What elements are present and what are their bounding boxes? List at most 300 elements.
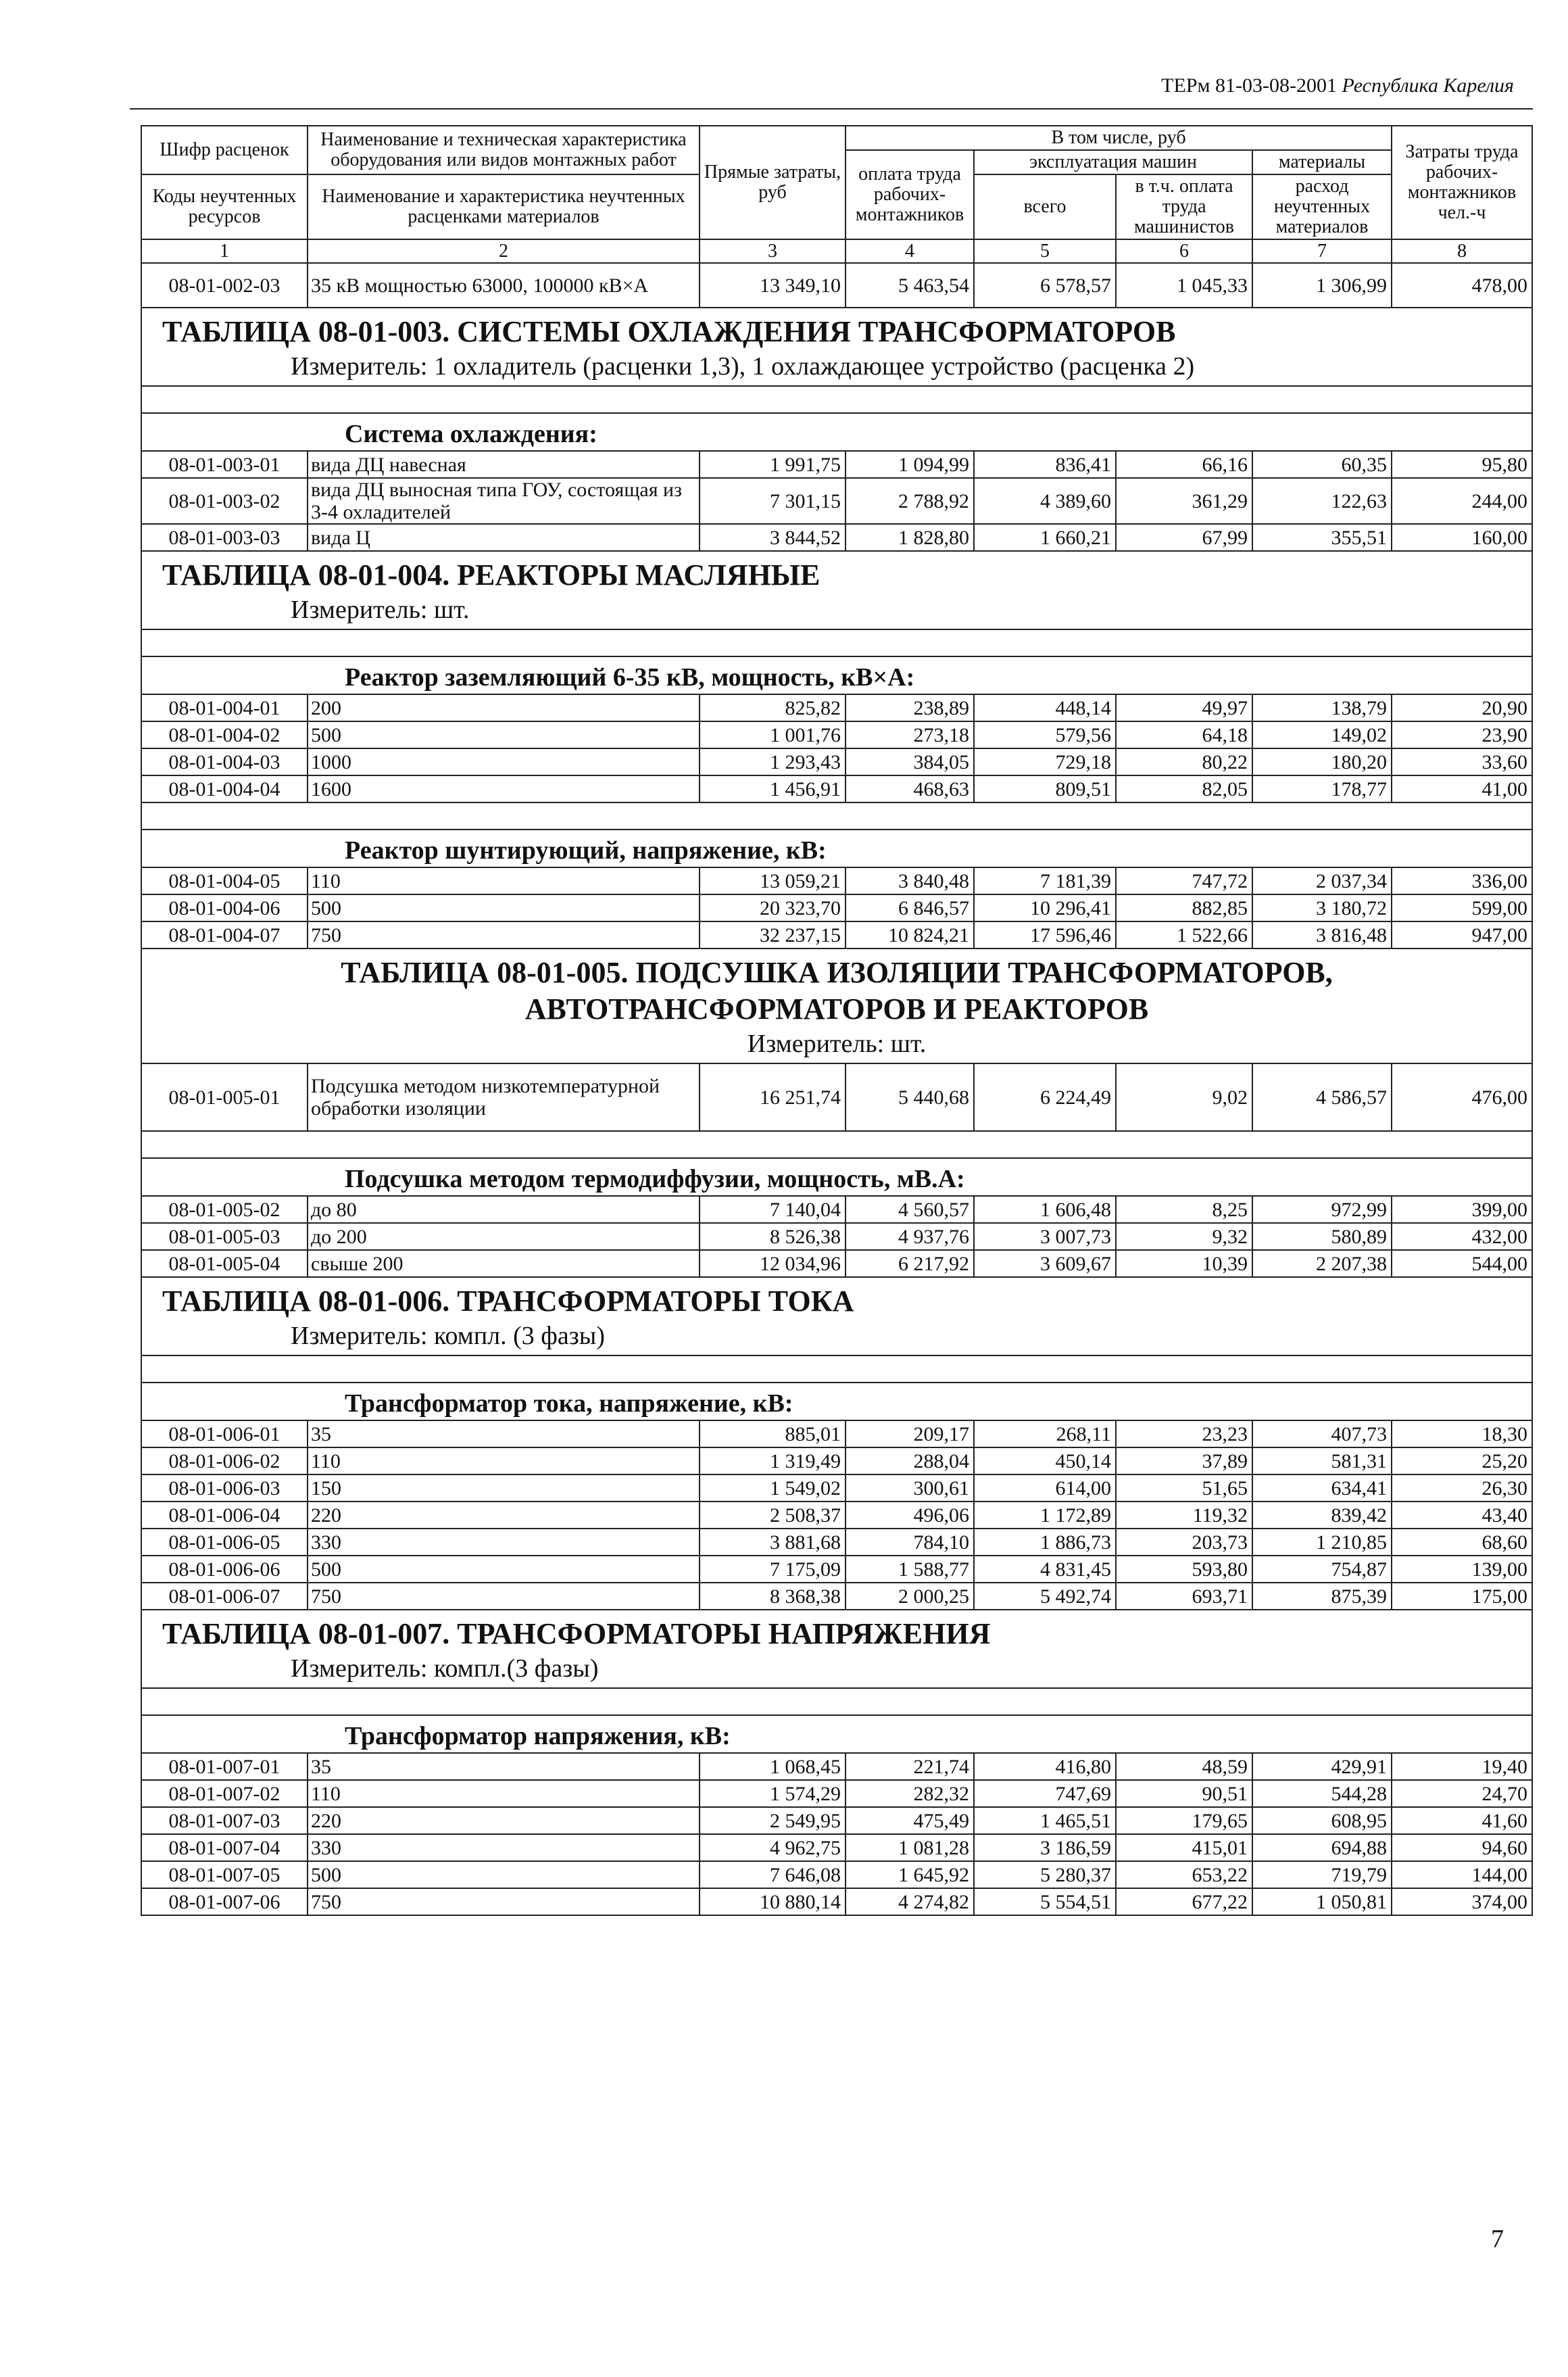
section-measure: Измеритель: шт. xyxy=(747,1030,927,1058)
section-title: ТАБЛИЦА 08-01-007. ТРАНСФОРМАТОРЫ НАПРЯЖЕНИЯ xyxy=(162,1617,991,1650)
blank-cell xyxy=(141,802,1532,830)
value-cell: 432,00 xyxy=(1392,1223,1532,1250)
section-header xyxy=(141,1277,1532,1355)
blank-cell xyxy=(141,1131,1532,1158)
value-cell: 49,97 xyxy=(1116,694,1252,721)
work-name: 35 xyxy=(308,1753,700,1780)
value-cell: 2 788,92 xyxy=(846,478,974,524)
section-header xyxy=(141,949,1532,1063)
col-wages-header: оплата труда рабочих-монтажников xyxy=(846,150,974,239)
section-title: ТАБЛИЦА 08-01-005. ПОДСУШКА ИЗОЛЯЦИИ ТРАНСФОРМАТОРОВ, xyxy=(341,956,1333,989)
column-number: 5 xyxy=(974,239,1116,263)
value-cell: 20,90 xyxy=(1392,694,1532,721)
value-cell: 580,89 xyxy=(1252,1223,1392,1250)
section-measure: Измеритель: шт. xyxy=(291,596,470,624)
value-cell: 882,85 xyxy=(1116,894,1252,921)
value-cell: 544,00 xyxy=(1392,1250,1532,1277)
rate-code: 08-01-006-03 xyxy=(141,1474,308,1502)
rate-code: 08-01-006-05 xyxy=(141,1529,308,1556)
machines-header: эксплуатация машин xyxy=(974,150,1252,174)
value-cell: 5 280,37 xyxy=(974,1861,1116,1888)
value-cell: 747,72 xyxy=(1116,867,1252,894)
value-cell: 4 560,57 xyxy=(846,1196,974,1223)
value-cell: 415,01 xyxy=(1116,1834,1252,1861)
work-name: 500 xyxy=(308,1556,700,1583)
value-cell: 875,39 xyxy=(1252,1583,1392,1610)
value-cell: 693,71 xyxy=(1116,1583,1252,1610)
value-cell: 947,00 xyxy=(1392,921,1532,949)
rate-code: 08-01-007-01 xyxy=(141,1753,308,1780)
value-cell: 754,87 xyxy=(1252,1556,1392,1583)
table-row xyxy=(141,1753,1532,1780)
value-cell: 3 007,73 xyxy=(974,1223,1116,1250)
value-cell: 593,80 xyxy=(1116,1556,1252,1583)
value-cell: 4 274,82 xyxy=(846,1888,974,1915)
value-cell: 122,63 xyxy=(1252,478,1392,524)
rate-code: 08-01-007-06 xyxy=(141,1888,308,1915)
value-cell: 5 492,74 xyxy=(974,1583,1116,1610)
value-cell: 1 456,91 xyxy=(700,775,846,802)
work-name: до 200 xyxy=(308,1223,700,1250)
value-cell: 972,99 xyxy=(1252,1196,1392,1223)
column-number: 1 xyxy=(141,239,308,263)
blank-row xyxy=(141,1688,1532,1715)
column-number: 6 xyxy=(1116,239,1252,263)
rate-code: 08-01-007-03 xyxy=(141,1807,308,1834)
rate-code: 08-01-006-07 xyxy=(141,1583,308,1610)
value-cell: 288,04 xyxy=(846,1447,974,1474)
col-labor-header: Затраты труда рабочих-монтажников чел.-ч xyxy=(1392,126,1532,239)
region-name: Республика Карелия xyxy=(1342,74,1514,97)
work-name: 110 xyxy=(308,1447,700,1474)
value-cell: 1 991,75 xyxy=(700,451,846,478)
value-cell: 8 526,38 xyxy=(700,1223,846,1250)
value-cell: 7 301,15 xyxy=(700,478,846,524)
value-cell: 20 323,70 xyxy=(700,894,846,921)
value-cell: 94,60 xyxy=(1392,1834,1532,1861)
work-name: 35 xyxy=(308,1420,700,1447)
value-cell: 468,63 xyxy=(846,775,974,802)
value-cell: 3 180,72 xyxy=(1252,894,1392,921)
blank-cell xyxy=(141,629,1532,656)
value-cell: 4 389,60 xyxy=(974,478,1116,524)
value-cell: 13 349,10 xyxy=(700,263,846,308)
table-row xyxy=(141,1556,1532,1583)
value-cell: 7 175,09 xyxy=(700,1556,846,1583)
work-name: 500 xyxy=(308,721,700,748)
value-cell: 209,17 xyxy=(846,1420,974,1447)
value-cell: 160,00 xyxy=(1392,524,1532,551)
value-cell: 429,91 xyxy=(1252,1753,1392,1780)
value-cell: 1 094,99 xyxy=(846,451,974,478)
value-cell: 67,99 xyxy=(1116,524,1252,551)
value-cell: 1 465,51 xyxy=(974,1807,1116,1834)
work-name: 110 xyxy=(308,1780,700,1807)
value-cell: 1 574,29 xyxy=(700,1780,846,1807)
value-cell: 51,65 xyxy=(1116,1474,1252,1502)
blank-row xyxy=(141,1131,1532,1158)
value-cell: 677,22 xyxy=(1116,1888,1252,1915)
column-number: 7 xyxy=(1252,239,1392,263)
value-cell: 268,11 xyxy=(974,1420,1116,1447)
value-cell: 3 844,52 xyxy=(700,524,846,551)
table-row xyxy=(141,1223,1532,1250)
section-title: ТАБЛИЦА 08-01-004. РЕАКТОРЫ МАСЛЯНЫЕ xyxy=(162,558,820,592)
value-cell: 26,30 xyxy=(1392,1474,1532,1502)
value-cell: 1 001,76 xyxy=(700,721,846,748)
table-row xyxy=(141,1196,1532,1223)
value-cell: 24,70 xyxy=(1392,1780,1532,1807)
value-cell: 238,89 xyxy=(846,694,974,721)
rate-code: 08-01-004-02 xyxy=(141,721,308,748)
col-material-names-header: Наименование и характеристика неучтенных расценками материалов xyxy=(308,174,700,239)
value-cell: 8,25 xyxy=(1116,1196,1252,1223)
value-cell: 614,00 xyxy=(974,1474,1116,1502)
column-number: 3 xyxy=(700,239,846,263)
section-header-cell xyxy=(141,551,1532,629)
value-cell: 10,39 xyxy=(1116,1250,1252,1277)
subheader xyxy=(141,656,1532,694)
blank-row xyxy=(141,629,1532,656)
value-cell: 9,32 xyxy=(1116,1223,1252,1250)
section-header xyxy=(141,551,1532,629)
work-name: 110 xyxy=(308,867,700,894)
value-cell: 1 319,49 xyxy=(700,1447,846,1474)
rate-code: 08-01-002-03 xyxy=(141,263,308,308)
value-cell: 10 880,14 xyxy=(700,1888,846,1915)
value-cell: 719,79 xyxy=(1252,1861,1392,1888)
table-row xyxy=(141,1888,1532,1915)
subheader-text: Система охлаждения: xyxy=(345,420,597,448)
value-cell: 175,00 xyxy=(1392,1583,1532,1610)
rate-code: 08-01-003-01 xyxy=(141,451,308,478)
table-row xyxy=(141,921,1532,949)
page-number: 7 xyxy=(1491,2225,1504,2253)
value-cell: 1 068,45 xyxy=(700,1753,846,1780)
section-measure: Измеритель: компл.(3 фазы) xyxy=(291,1654,599,1683)
value-cell: 694,88 xyxy=(1252,1834,1392,1861)
section-header-cell xyxy=(141,1610,1532,1688)
subheader-cell xyxy=(141,413,1532,451)
value-cell: 5 463,54 xyxy=(846,263,974,308)
column-number: 2 xyxy=(308,239,700,263)
work-name: 330 xyxy=(308,1834,700,1861)
work-name: 1000 xyxy=(308,748,700,775)
value-cell: 1 588,77 xyxy=(846,1556,974,1583)
rate-code: 08-01-007-02 xyxy=(141,1780,308,1807)
table-row xyxy=(141,1474,1532,1502)
work-name: 500 xyxy=(308,894,700,921)
value-cell: 729,18 xyxy=(974,748,1116,775)
table-row xyxy=(141,1834,1532,1861)
work-name: вида Ц xyxy=(308,524,700,551)
rate-code: 08-01-004-03 xyxy=(141,748,308,775)
subheader-text: Трансформатор тока, напряжение, кВ: xyxy=(345,1389,793,1418)
table-row xyxy=(141,478,1532,524)
value-cell: 9,02 xyxy=(1116,1063,1252,1131)
rate-code: 08-01-007-04 xyxy=(141,1834,308,1861)
rate-code: 08-01-005-02 xyxy=(141,1196,308,1223)
work-name: 150 xyxy=(308,1474,700,1502)
value-cell: 4 586,57 xyxy=(1252,1063,1392,1131)
value-cell: 144,00 xyxy=(1392,1861,1532,1888)
value-cell: 179,65 xyxy=(1116,1807,1252,1834)
value-cell: 139,00 xyxy=(1392,1556,1532,1583)
subheader-text: Реактор шунтирующий, напряжение, кВ: xyxy=(345,836,827,865)
table-row xyxy=(141,1583,1532,1610)
table-row xyxy=(141,524,1532,551)
subheader-cell xyxy=(141,1715,1532,1753)
work-name: 200 xyxy=(308,694,700,721)
value-cell: 1 522,66 xyxy=(1116,921,1252,949)
col-materials-consumption-header: расход неучтенных материалов xyxy=(1252,174,1392,239)
value-cell: 2 549,95 xyxy=(700,1807,846,1834)
value-cell: 1 050,81 xyxy=(1252,1888,1392,1915)
value-cell: 747,69 xyxy=(974,1780,1116,1807)
document-code: ТЕРм 81-03-08-2001 xyxy=(1161,74,1337,97)
blank-cell xyxy=(141,1688,1532,1715)
value-cell: 2 037,34 xyxy=(1252,867,1392,894)
value-cell: 4 937,76 xyxy=(846,1223,974,1250)
value-cell: 19,40 xyxy=(1392,1753,1532,1780)
value-cell: 384,05 xyxy=(846,748,974,775)
value-cell: 68,60 xyxy=(1392,1529,1532,1556)
value-cell: 839,42 xyxy=(1252,1502,1392,1529)
subheader-cell xyxy=(141,1383,1532,1420)
value-cell: 6 217,92 xyxy=(846,1250,974,1277)
work-name: 750 xyxy=(308,1583,700,1610)
value-cell: 80,22 xyxy=(1116,748,1252,775)
col-operators-wages-header: в т.ч. оплата труда машинистов xyxy=(1116,174,1252,239)
value-cell: 1 645,92 xyxy=(846,1861,974,1888)
work-name: 35 кВ мощностью 63000, 100000 кВ×А xyxy=(308,263,700,308)
subheader xyxy=(141,413,1532,451)
value-cell: 478,00 xyxy=(1392,263,1532,308)
work-name: вида ДЦ навесная xyxy=(308,451,700,478)
value-cell: 5 440,68 xyxy=(846,1063,974,1131)
value-cell: 1 660,21 xyxy=(974,524,1116,551)
rate-code: 08-01-007-05 xyxy=(141,1861,308,1888)
column-number: 4 xyxy=(846,239,974,263)
value-cell: 475,49 xyxy=(846,1807,974,1834)
value-cell: 244,00 xyxy=(1392,478,1532,524)
table-row xyxy=(141,721,1532,748)
value-cell: 653,22 xyxy=(1116,1861,1252,1888)
subheader-cell xyxy=(141,656,1532,694)
in-that-number-header: В том числе, руб xyxy=(846,126,1392,150)
section-header xyxy=(141,1610,1532,1688)
value-cell: 5 554,51 xyxy=(974,1888,1116,1915)
value-cell: 544,28 xyxy=(1252,1780,1392,1807)
value-cell: 4 831,45 xyxy=(974,1556,1116,1583)
rate-code: 08-01-004-06 xyxy=(141,894,308,921)
running-header xyxy=(1161,74,1514,97)
value-cell: 149,02 xyxy=(1252,721,1392,748)
value-cell: 282,32 xyxy=(846,1780,974,1807)
value-cell: 836,41 xyxy=(974,451,1116,478)
subheader xyxy=(141,1158,1532,1196)
work-name: Подсушка методом низкотемпературной обработки изоляции xyxy=(308,1063,700,1131)
value-cell: 37,89 xyxy=(1116,1447,1252,1474)
value-cell: 1 828,80 xyxy=(846,524,974,551)
subheader-text: Реактор заземляющий 6-35 кВ, мощность, кВ×А: xyxy=(345,663,915,692)
table-row xyxy=(141,451,1532,478)
value-cell: 3 186,59 xyxy=(974,1834,1116,1861)
value-cell: 203,73 xyxy=(1116,1529,1252,1556)
subheader xyxy=(141,1715,1532,1753)
table-row xyxy=(141,694,1532,721)
value-cell: 355,51 xyxy=(1252,524,1392,551)
value-cell: 1 045,33 xyxy=(1116,263,1252,308)
rate-code: 08-01-004-05 xyxy=(141,867,308,894)
value-cell: 399,00 xyxy=(1392,1196,1532,1223)
table-row xyxy=(141,263,1532,308)
value-cell: 41,00 xyxy=(1392,775,1532,802)
work-name: свыше 200 xyxy=(308,1250,700,1277)
value-cell: 809,51 xyxy=(974,775,1116,802)
value-cell: 374,00 xyxy=(1392,1888,1532,1915)
value-cell: 608,95 xyxy=(1252,1807,1392,1834)
work-name: 1600 xyxy=(308,775,700,802)
value-cell: 2 207,38 xyxy=(1252,1250,1392,1277)
value-cell: 138,79 xyxy=(1252,694,1392,721)
header-row-1 xyxy=(141,126,1532,150)
value-cell: 32 237,15 xyxy=(700,921,846,949)
value-cell: 60,35 xyxy=(1252,451,1392,478)
value-cell: 4 962,75 xyxy=(700,1834,846,1861)
work-name: 750 xyxy=(308,1888,700,1915)
rate-code: 08-01-005-04 xyxy=(141,1250,308,1277)
table-row xyxy=(141,1502,1532,1529)
table-row xyxy=(141,1420,1532,1447)
col-code-header: Шифр расценок xyxy=(141,126,308,174)
value-cell: 1 081,28 xyxy=(846,1834,974,1861)
column-numbers-row xyxy=(141,239,1532,263)
value-cell: 3 881,68 xyxy=(700,1529,846,1556)
col-machines-total-header: всего xyxy=(974,174,1116,239)
column-number: 8 xyxy=(1392,239,1532,263)
work-name: 220 xyxy=(308,1502,700,1529)
value-cell: 7 181,39 xyxy=(974,867,1116,894)
table-row xyxy=(141,1807,1532,1834)
rate-code: 08-01-006-04 xyxy=(141,1502,308,1529)
value-cell: 82,05 xyxy=(1116,775,1252,802)
table-row xyxy=(141,1447,1532,1474)
value-cell: 1 886,73 xyxy=(974,1529,1116,1556)
value-cell: 48,59 xyxy=(1116,1753,1252,1780)
materials-header: материалы xyxy=(1252,150,1392,174)
value-cell: 784,10 xyxy=(846,1529,974,1556)
value-cell: 17 596,46 xyxy=(974,921,1116,949)
rate-code: 08-01-003-03 xyxy=(141,524,308,551)
rate-code: 08-01-006-01 xyxy=(141,1420,308,1447)
value-cell: 1 549,02 xyxy=(700,1474,846,1502)
value-cell: 16 251,74 xyxy=(700,1063,846,1131)
value-cell: 6 578,57 xyxy=(974,263,1116,308)
value-cell: 119,32 xyxy=(1116,1502,1252,1529)
value-cell: 8 368,38 xyxy=(700,1583,846,1610)
value-cell: 25,20 xyxy=(1392,1447,1532,1474)
header-rule xyxy=(130,108,1533,110)
table-row xyxy=(141,1063,1532,1131)
value-cell: 3 816,48 xyxy=(1252,921,1392,949)
work-name: 750 xyxy=(308,921,700,949)
value-cell: 416,80 xyxy=(974,1753,1116,1780)
section-header xyxy=(141,308,1532,386)
section-title: АВТОТРАНСФОРМАТОРОВ И РЕАКТОРОВ xyxy=(524,992,1149,1026)
value-cell: 634,41 xyxy=(1252,1474,1392,1502)
value-cell: 3 840,48 xyxy=(846,867,974,894)
section-title: ТАБЛИЦА 08-01-006. ТРАНСФОРМАТОРЫ ТОКА xyxy=(162,1284,854,1318)
table-row xyxy=(141,748,1532,775)
value-cell: 2 000,25 xyxy=(846,1583,974,1610)
blank-row xyxy=(141,1355,1532,1383)
subheader-cell xyxy=(141,830,1532,867)
subheader xyxy=(141,1383,1532,1420)
value-cell: 496,06 xyxy=(846,1502,974,1529)
value-cell: 407,73 xyxy=(1252,1420,1392,1447)
value-cell: 90,51 xyxy=(1116,1780,1252,1807)
value-cell: 43,40 xyxy=(1392,1502,1532,1529)
value-cell: 178,77 xyxy=(1252,775,1392,802)
value-cell: 581,31 xyxy=(1252,1447,1392,1474)
value-cell: 66,16 xyxy=(1116,451,1252,478)
value-cell: 33,60 xyxy=(1392,748,1532,775)
value-cell: 885,01 xyxy=(700,1420,846,1447)
subheader-text: Подсушка методом термодиффузии, мощность, мВ.А: xyxy=(345,1165,965,1193)
value-cell: 23,90 xyxy=(1392,721,1532,748)
value-cell: 41,60 xyxy=(1392,1807,1532,1834)
value-cell: 579,56 xyxy=(974,721,1116,748)
value-cell: 599,00 xyxy=(1392,894,1532,921)
rate-code: 08-01-005-01 xyxy=(141,1063,308,1131)
table-row xyxy=(141,1529,1532,1556)
value-cell: 1 293,43 xyxy=(700,748,846,775)
rate-code: 08-01-004-01 xyxy=(141,694,308,721)
section-measure: Измеритель: компл. (3 фазы) xyxy=(291,1322,605,1350)
value-cell: 273,18 xyxy=(846,721,974,748)
work-name: вида ДЦ выносная типа ГОУ, состоящая из 3-4 охладителей xyxy=(308,478,700,524)
blank-row xyxy=(141,386,1532,413)
rate-code: 08-01-003-02 xyxy=(141,478,308,524)
value-cell: 12 034,96 xyxy=(700,1250,846,1277)
value-cell: 10 296,41 xyxy=(974,894,1116,921)
blank-cell xyxy=(141,1355,1532,1383)
value-cell: 6 224,49 xyxy=(974,1063,1116,1131)
work-name: 330 xyxy=(308,1529,700,1556)
table-row xyxy=(141,1780,1532,1807)
section-header-cell xyxy=(141,1277,1532,1355)
work-name: 220 xyxy=(308,1807,700,1834)
value-cell: 450,14 xyxy=(974,1447,1116,1474)
value-cell: 825,82 xyxy=(700,694,846,721)
rate-code: 08-01-005-03 xyxy=(141,1223,308,1250)
value-cell: 7 140,04 xyxy=(700,1196,846,1223)
work-name: до 80 xyxy=(308,1196,700,1223)
value-cell: 1 172,89 xyxy=(974,1502,1116,1529)
table-row xyxy=(141,1861,1532,1888)
subheader xyxy=(141,830,1532,867)
col-name-header: Наименование и техническая характеристика оборудования или видов монтажных работ xyxy=(308,126,700,174)
col-direct-costs-header: Прямые затраты, руб xyxy=(700,126,846,239)
subheader-cell xyxy=(141,1158,1532,1196)
section-measure: Измеритель: 1 охладитель (расценки 1,3), 1 охлаждающее устройство (расценка 2) xyxy=(291,352,1195,381)
value-cell: 336,00 xyxy=(1392,867,1532,894)
rate-code: 08-01-006-06 xyxy=(141,1556,308,1583)
value-cell: 448,14 xyxy=(974,694,1116,721)
value-cell: 300,61 xyxy=(846,1474,974,1502)
value-cell: 13 059,21 xyxy=(700,867,846,894)
